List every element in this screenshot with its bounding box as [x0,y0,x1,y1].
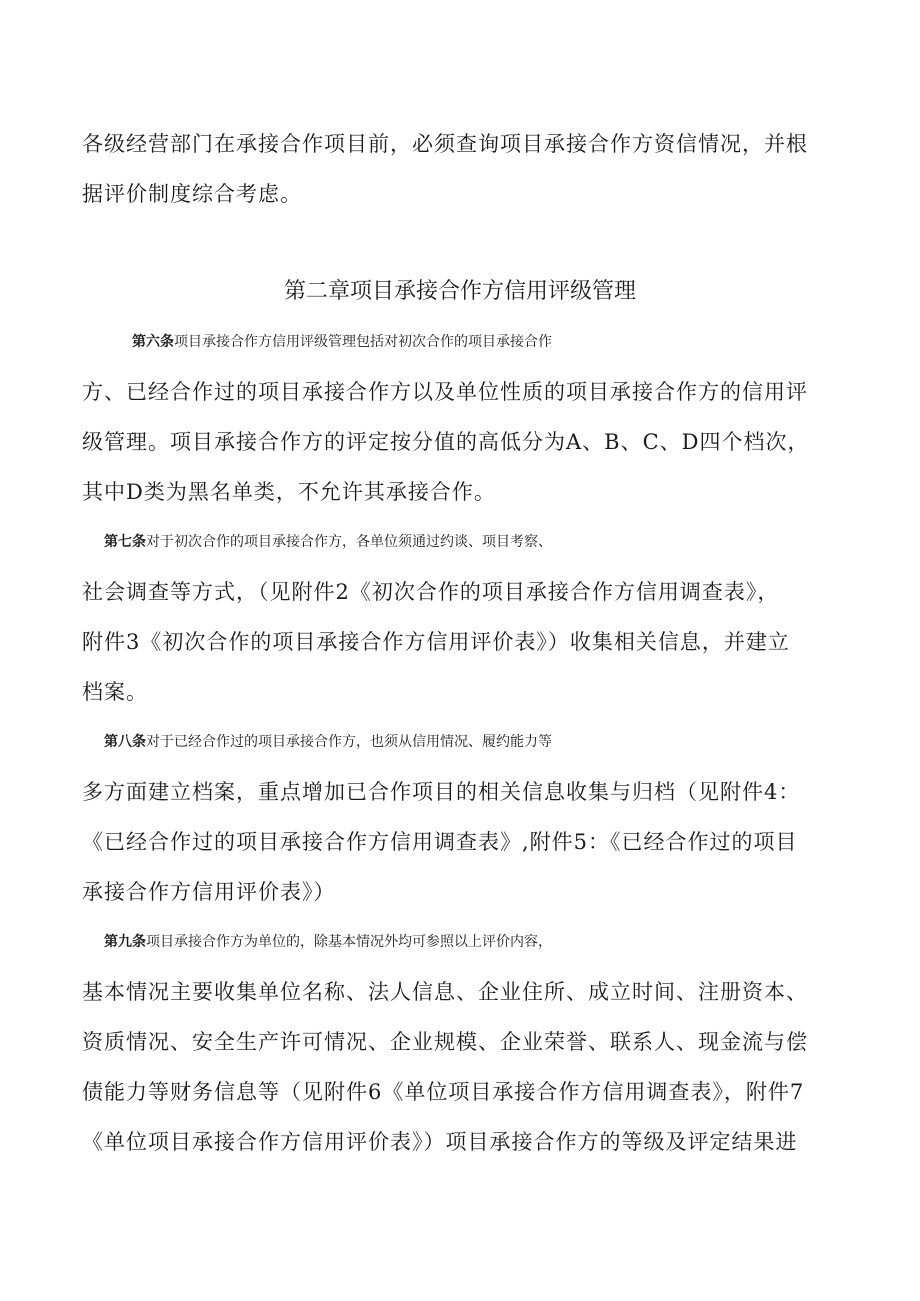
article-9-text-1: 项目承接合作方为单位的，除基本情况外均可参照以上评价内容， [146,934,552,950]
article-7-title: 第七条 [104,534,146,550]
article-6-line-1 [132,322,892,362]
intro-line-1: 各级经营部门在承接合作项目前，必须查询项目承接合作方资信情况，并根 [82,132,808,156]
intro-line-2: 据评价制度综合考虑。 [82,182,302,206]
article-8-line-1 [104,722,864,762]
article-8-line-3: 《已经合作过的项目承接合作方信用调查表》,附件5：《已经合作过的项目 [82,830,798,854]
article-9-line-5: 《单位项目承接合作方信用评价表》）项目承接合作方的等级及评定结果进 [82,1130,798,1154]
article-8-line-4: 承接合作方信用评价表》） [82,880,336,904]
article-6-line-2: 方、已经合作过的项目承接合作方以及单位性质的项目承接合作方的信用评 [82,380,808,404]
article-9-title: 第九条 [104,934,146,950]
article-7-line-4: 档案。 [82,680,148,704]
article-9-line-1 [104,922,864,962]
article-7-line-2: 社会调查等方式，（见附件2《初次合作的项目承接合作方信用调查表》， [82,580,780,604]
article-6-line-3: 级管理。项目承接合作方的评定按分值的高低分为A、B、C、D四个档次， [82,430,810,454]
article-6-title: 第六条 [132,334,174,350]
article-7-text-1: 对于初次合作的项目承接合作方，各单位须通过约谈、项目考察、 [146,534,552,550]
chapter-title: 第二章项目承接合作方信用评级管理 [283,279,636,304]
article-8-text-1: 对于已经合作过的项目承接合作方，也须从信用情况、履约能力等 [146,734,552,750]
article-6-text-1: 项目承接合作方信用评级管理包括对初次合作的项目承接合作 [174,334,552,350]
article-7-line-1 [104,522,864,562]
article-7-line-3: 附件3《初次合作的项目承接合作方信用评价表》）收集相关信息，并建立 [82,630,790,654]
article-9-line-2: 基本情况主要收集单位名称、法人信息、企业住所、成立时间、注册资本、 [82,980,808,1004]
article-8-title: 第八条 [104,734,146,750]
article-9-line-3: 资质情况、安全生产许可情况、企业规模、企业荣誉、联系人、现金流与偿 [82,1030,808,1054]
article-8-line-2: 多方面建立档案，重点增加已合作项目的相关信息收集与归档（见附件4： [82,780,801,804]
article-9-line-4: 债能力等财务信息等（见附件6《单位项目承接合作方信用调查表》，附件7 [82,1080,805,1104]
article-6-line-4: 其中D类为黑名单类，不允许其承接合作。 [82,480,496,504]
